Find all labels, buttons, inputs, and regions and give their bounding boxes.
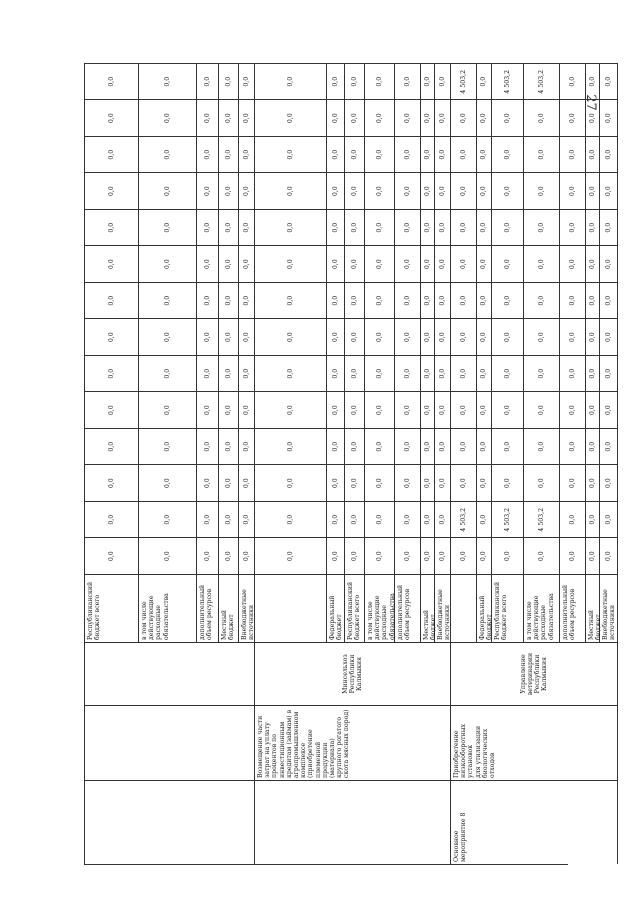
value-cell: 0,0 [255,209,327,246]
value-cell: 0,0 [197,100,219,137]
value-cell: 0,0 [600,392,618,429]
value-cell: 0,0 [197,428,219,465]
value-cell: 0,0 [239,63,255,100]
value-cell: 0,0 [139,465,197,502]
value-cell: 0,0 [219,319,239,356]
value-cell: 0,0 [600,501,618,538]
value-cell: 0,0 [85,501,139,538]
value-cell: 0,0 [197,355,219,392]
value-cell: 0,0 [365,501,395,538]
value-cell: 0,0 [197,63,219,100]
value-cell: 0,0 [421,63,435,100]
value-cell: 0,0 [197,538,219,575]
value-cell: 0,0 [219,173,239,210]
value-cell: 0,0 [85,355,139,392]
value-cell: 0,0 [365,136,395,173]
value-cell: 0,0 [239,246,255,283]
value-cell: 0,0 [600,465,618,502]
value-cell: 0,0 [85,173,139,210]
funding-source-label: Внебюджетные источники [600,574,618,642]
value-cell: 0,0 [560,501,586,538]
value-cell: 0,0 [421,136,435,173]
value-cell: 0,0 [327,136,345,173]
value-cell: 0,0 [239,355,255,392]
funding-source-label: Внебюджетные источники [239,574,255,642]
value-cell: 0,0 [395,428,421,465]
value-cell: 0,0 [395,392,421,429]
value-cell: 0,0 [197,246,219,283]
value-cell: 0,0 [435,501,451,538]
value-cell: 4 503,2 [451,501,477,538]
value-cell: 0,0 [560,209,586,246]
value-cell: 0,0 [197,136,219,173]
value-cell: 0,0 [560,465,586,502]
value-cell: 0,0 [477,319,492,356]
value-cell: 0,0 [139,63,197,100]
table-cell-col1: Основное мероприятие 8 [451,780,618,864]
value-cell: 0,0 [560,282,586,319]
value-cell: 0,0 [492,355,524,392]
value-cell: 0,0 [395,246,421,283]
value-cell: 0,0 [395,465,421,502]
value-cell: 0,0 [219,209,239,246]
value-cell: 0,0 [139,100,197,137]
value-cell: 0,0 [421,246,435,283]
value-cell: 0,0 [524,319,560,356]
value-cell: 0,0 [197,209,219,246]
value-cell: 0,0 [139,501,197,538]
value-cell: 0,0 [327,282,345,319]
value-cell: 0,0 [477,355,492,392]
value-cell: 0,0 [560,173,586,210]
value-cell: 0,0 [560,319,586,356]
value-cell: 0,0 [492,173,524,210]
value-cell: 0,0 [451,136,477,173]
value-cell: 4 503,2 [451,63,477,100]
value-cell: 0,0 [219,355,239,392]
value-cell: 0,0 [435,319,451,356]
value-cell: 0,0 [255,63,327,100]
value-cell: 0,0 [600,355,618,392]
value-cell: 0,0 [435,282,451,319]
value-cell: 0,0 [197,173,219,210]
page-number: 27 [582,94,598,111]
value-cell: 0,0 [327,355,345,392]
value-cell: 0,0 [586,100,600,137]
value-cell: 0,0 [239,319,255,356]
value-cell: 0,0 [492,319,524,356]
funding-source-label [451,574,477,642]
funding-source-label: Республиканский бюджет всего [345,574,365,642]
value-cell: 0,0 [395,538,421,575]
value-cell: 0,0 [600,100,618,137]
value-cell: 0,0 [255,428,327,465]
value-cell: 0,0 [492,136,524,173]
value-cell: 0,0 [560,246,586,283]
value-cell: 0,0 [327,209,345,246]
table-cell-col3: Минсельхоз Республики Калмыкия [255,642,451,705]
value-cell: 0,0 [345,246,365,283]
value-cell: 0,0 [600,63,618,100]
value-cell: 0,0 [327,63,345,100]
value-cell: 0,0 [560,136,586,173]
value-cell: 0,0 [365,63,395,100]
funding-source-label: в том числе действующие расходные обязательства [365,574,395,642]
value-cell: 0,0 [239,173,255,210]
value-cell: 0,0 [239,209,255,246]
value-cell: 0,0 [345,63,365,100]
value-cell: 0,0 [139,173,197,210]
value-cell: 0,0 [395,136,421,173]
value-cell: 0,0 [435,63,451,100]
value-cell: 0,0 [139,209,197,246]
value-cell: 0,0 [85,282,139,319]
value-cell: 0,0 [365,392,395,429]
value-cell: 0,0 [435,428,451,465]
value-cell: 0,0 [345,538,365,575]
value-cell: 0,0 [327,173,345,210]
value-cell: 0,0 [477,136,492,173]
value-cell: 0,0 [219,136,239,173]
value-cell: 0,0 [600,173,618,210]
value-cell: 0,0 [345,100,365,137]
value-cell: 0,0 [435,355,451,392]
funding-source-label: Федеральный бюджет [477,574,492,642]
value-cell: 0,0 [139,538,197,575]
value-cell: 0,0 [477,100,492,137]
table-cell-col2: Возмещение части затрат на уплату процентов по инвестиционным кредитам (займам) в агропромышленном комплексе (приобретение племенной продукции (материала) крупного рогатого скота мясных пород) [255,705,451,780]
value-cell: 0,0 [345,319,365,356]
value-cell: 0,0 [560,355,586,392]
value-cell: 0,0 [560,428,586,465]
funding-source-label: дополнительный объем ресурсов [395,574,421,642]
value-cell: 0,0 [327,319,345,356]
value-cell: 0,0 [239,501,255,538]
value-cell: 0,0 [421,428,435,465]
value-cell: 0,0 [365,428,395,465]
value-cell: 0,0 [219,501,239,538]
value-cell: 0,0 [477,538,492,575]
value-cell: 4 503,2 [524,501,560,538]
value-cell: 0,0 [365,209,395,246]
table-cell-col1 [85,780,255,864]
value-cell: 0,0 [560,100,586,137]
value-cell: 0,0 [421,501,435,538]
value-cell: 0,0 [345,465,365,502]
value-cell: 0,0 [421,392,435,429]
value-cell: 0,0 [477,282,492,319]
value-cell: 0,0 [435,246,451,283]
value-cell: 0,0 [451,428,477,465]
funding-source-label: Республиканский бюджет всего [85,574,139,642]
value-cell: 0,0 [451,319,477,356]
value-cell: 0,0 [327,428,345,465]
value-cell: 0,0 [327,538,345,575]
value-cell: 0,0 [345,501,365,538]
value-cell: 0,0 [395,173,421,210]
value-cell: 0,0 [219,246,239,283]
value-cell: 0,0 [255,501,327,538]
value-cell: 0,0 [239,136,255,173]
table-cell-col1 [255,780,451,864]
value-cell: 0,0 [600,319,618,356]
value-cell: 0,0 [85,246,139,283]
value-cell: 0,0 [477,63,492,100]
value-cell: 0,0 [139,246,197,283]
value-cell: 0,0 [139,355,197,392]
value-cell: 0,0 [421,319,435,356]
funding-source-label: в том числе действующие расходные обязательства [139,574,197,642]
value-cell: 0,0 [586,428,600,465]
value-cell: 0,0 [435,465,451,502]
value-cell: 0,0 [451,392,477,429]
value-cell: 0,0 [560,63,586,100]
value-cell: 0,0 [255,100,327,137]
value-cell: 0,0 [85,319,139,356]
value-cell: 0,0 [365,355,395,392]
value-cell: 0,0 [477,246,492,283]
value-cell: 0,0 [219,282,239,319]
value-cell: 0,0 [586,282,600,319]
value-cell: 0,0 [586,538,600,575]
value-cell: 0,0 [255,246,327,283]
value-cell: 0,0 [139,392,197,429]
value-cell: 0,0 [435,538,451,575]
value-cell: 0,0 [492,428,524,465]
value-cell: 0,0 [524,136,560,173]
value-cell: 0,0 [345,392,365,429]
value-cell: 0,0 [586,355,600,392]
value-cell: 0,0 [139,319,197,356]
value-cell: 0,0 [586,209,600,246]
value-cell: 0,0 [524,282,560,319]
value-cell: 0,0 [365,282,395,319]
value-cell: 0,0 [219,428,239,465]
value-cell: 0,0 [255,465,327,502]
value-cell: 0,0 [421,282,435,319]
value-cell: 0,0 [197,282,219,319]
value-cell: 0,0 [451,282,477,319]
value-cell: 0,0 [345,355,365,392]
funding-source-label [255,574,327,642]
value-cell: 0,0 [421,465,435,502]
value-cell: 0,0 [239,392,255,429]
value-cell: 0,0 [435,100,451,137]
value-cell: 0,0 [85,136,139,173]
value-cell: 0,0 [255,355,327,392]
value-cell: 0,0 [586,63,600,100]
table-cell-col2: Приобретение низкооборотных установок для утилизации биологических отходов [451,705,618,780]
value-cell: 0,0 [421,538,435,575]
value-cell: 0,0 [421,173,435,210]
value-cell: 0,0 [365,100,395,137]
value-cell: 0,0 [435,173,451,210]
value-cell: 0,0 [524,100,560,137]
value-cell: 0,0 [85,428,139,465]
value-cell: 0,0 [139,282,197,319]
value-cell: 0,0 [327,392,345,429]
table-cell-col2 [85,705,255,780]
value-cell: 0,0 [365,465,395,502]
value-cell: 0,0 [395,100,421,137]
funding-source-label: дополнительный объем ресурсов [197,574,219,642]
value-cell: 0,0 [255,282,327,319]
value-cell: 0,0 [477,465,492,502]
value-cell: 0,0 [477,209,492,246]
value-cell: 0,0 [365,173,395,210]
table-cell-col3: Управление ветеринарии Республики Калмыкия [451,642,618,705]
value-cell: 0,0 [477,173,492,210]
value-cell: 0,0 [524,173,560,210]
value-cell: 0,0 [600,428,618,465]
value-cell: 0,0 [219,392,239,429]
value-cell: 0,0 [421,209,435,246]
value-cell: 0,0 [219,538,239,575]
value-cell: 0,0 [492,392,524,429]
value-cell: 0,0 [219,465,239,502]
table-cell-col3 [85,642,255,705]
value-cell: 0,0 [255,538,327,575]
value-cell: 0,0 [239,428,255,465]
value-cell: 0,0 [327,246,345,283]
value-cell: 0,0 [586,246,600,283]
value-cell: 0,0 [239,465,255,502]
value-cell: 0,0 [524,355,560,392]
value-cell: 0,0 [85,63,139,100]
value-cell: 0,0 [85,392,139,429]
value-cell: 0,0 [239,100,255,137]
value-cell: 0,0 [327,501,345,538]
value-cell: 4 503,2 [492,501,524,538]
value-cell: 0,0 [451,100,477,137]
funding-source-label: в том числе действующие расходные обязательства [524,574,560,642]
value-cell: 0,0 [451,173,477,210]
funding-source-label: Внебюджетные источники [435,574,451,642]
value-cell: 0,0 [435,136,451,173]
value-cell: 0,0 [524,465,560,502]
value-cell: 0,0 [586,319,600,356]
value-cell: 0,0 [586,173,600,210]
value-cell: 4 503,2 [492,63,524,100]
funding-source-label: Местный бюджет [219,574,239,642]
value-cell: 4 503,2 [524,63,560,100]
value-cell: 0,0 [197,501,219,538]
funding-source-label: Местный бюджет [421,574,435,642]
value-cell: 0,0 [524,209,560,246]
value-cell: 0,0 [600,209,618,246]
funding-source-label: Федеральный бюджет [327,574,345,642]
value-cell: 0,0 [524,428,560,465]
value-cell: 0,0 [395,209,421,246]
value-cell: 0,0 [197,392,219,429]
value-cell: 0,0 [139,136,197,173]
value-cell: 0,0 [139,428,197,465]
value-cell: 0,0 [600,246,618,283]
value-cell: 0,0 [395,319,421,356]
value-cell: 0,0 [345,136,365,173]
value-cell: 0,0 [492,538,524,575]
value-cell: 0,0 [492,282,524,319]
value-cell: 0,0 [524,538,560,575]
value-cell: 0,0 [395,501,421,538]
value-cell: 0,0 [477,428,492,465]
value-cell: 0,0 [239,538,255,575]
value-cell: 0,0 [586,392,600,429]
value-cell: 0,0 [345,428,365,465]
value-cell: 0,0 [395,282,421,319]
value-cell: 0,0 [239,282,255,319]
value-cell: 0,0 [560,392,586,429]
value-cell: 0,0 [600,282,618,319]
value-cell: 0,0 [451,209,477,246]
value-cell: 0,0 [327,100,345,137]
value-cell: 0,0 [477,392,492,429]
value-cell: 0,0 [492,100,524,137]
value-cell: 0,0 [255,319,327,356]
value-cell: 0,0 [85,209,139,246]
value-cell: 0,0 [492,209,524,246]
value-cell: 0,0 [600,136,618,173]
value-cell: 0,0 [85,465,139,502]
value-cell: 0,0 [586,136,600,173]
value-cell: 0,0 [85,538,139,575]
value-cell: 0,0 [365,246,395,283]
value-cell: 0,0 [421,100,435,137]
value-cell: 0,0 [560,538,586,575]
value-cell: 0,0 [197,319,219,356]
value-cell: 0,0 [586,465,600,502]
funding-source-label: Республиканский бюджет всего [492,574,524,642]
value-cell: 0,0 [345,173,365,210]
value-cell: 0,0 [586,501,600,538]
value-cell: 0,0 [345,209,365,246]
value-cell: 0,0 [477,501,492,538]
funding-source-label: дополнительный объем ресурсов [560,574,586,642]
value-cell: 0,0 [345,282,365,319]
value-cell: 0,0 [435,392,451,429]
value-cell: 0,0 [421,355,435,392]
value-cell: 0,0 [219,63,239,100]
value-cell: 0,0 [255,173,327,210]
funding-source-label: Местный бюджет [586,574,600,642]
value-cell: 0,0 [492,465,524,502]
value-cell: 0,0 [435,209,451,246]
value-cell: 0,0 [327,465,345,502]
value-cell: 0,0 [451,465,477,502]
value-cell: 0,0 [451,538,477,575]
value-cell: 0,0 [197,465,219,502]
value-cell: 0,0 [395,63,421,100]
value-cell: 0,0 [524,246,560,283]
value-cell: 0,0 [451,246,477,283]
value-cell: 0,0 [395,355,421,392]
value-cell: 0,0 [365,319,395,356]
value-cell: 0,0 [219,100,239,137]
value-cell: 0,0 [85,100,139,137]
value-cell: 0,0 [255,392,327,429]
value-cell: 0,0 [255,136,327,173]
value-cell: 0,0 [492,246,524,283]
value-cell: 0,0 [524,392,560,429]
value-cell: 0,0 [600,538,618,575]
value-cell: 0,0 [451,355,477,392]
value-cell: 0,0 [365,538,395,575]
